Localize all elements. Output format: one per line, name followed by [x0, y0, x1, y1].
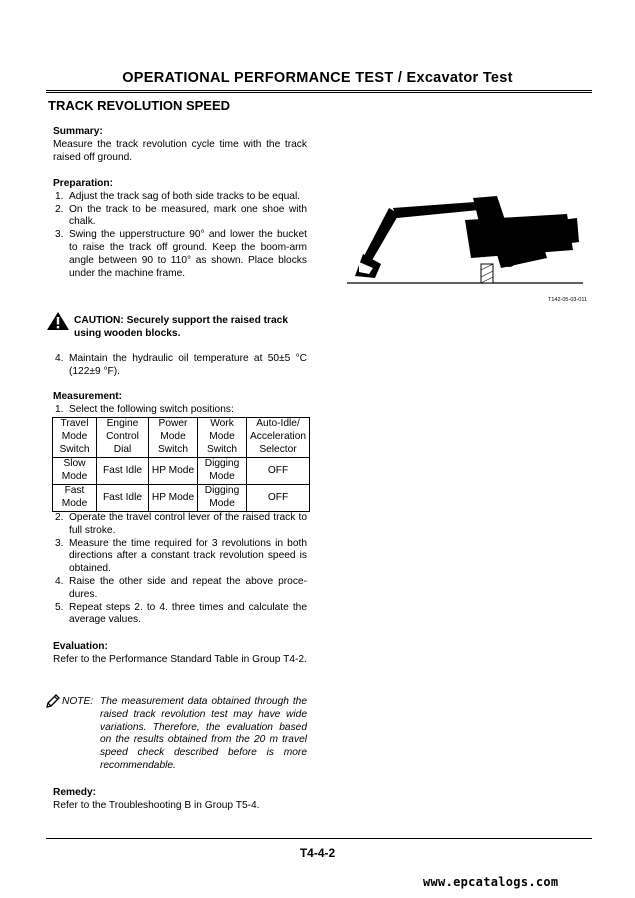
summary-heading: Summary:	[53, 126, 103, 137]
evaluation-heading: Evaluation:	[53, 641, 108, 652]
table-cell: HP Mode	[149, 458, 198, 485]
list-item: 4. Maintain the hydraulic oil temperature at 50±5 °C (122±9 °F).	[55, 353, 307, 377]
table-cell: Fast Mode	[53, 485, 97, 512]
section-title: TRACK REVOLUTION SPEED	[48, 98, 231, 113]
page-number: T4-4-2	[299, 846, 336, 860]
table-header-cell: Work Mode Switch	[198, 418, 247, 458]
table-cell: HP Mode	[149, 485, 198, 512]
remedy-block	[53, 787, 307, 813]
summary-block	[53, 126, 307, 164]
remedy-heading: Remedy:	[53, 787, 97, 798]
preparation-steps	[53, 191, 307, 281]
caution-warning-icon	[46, 311, 70, 336]
list-item: 2. On the track to be measured, mark one shoe with chalk.	[55, 203, 307, 228]
watermark: www.epcatalogs.com	[423, 875, 559, 889]
table-row	[53, 485, 310, 512]
measurement-steps	[53, 512, 307, 627]
preparation-heading: Preparation:	[53, 178, 114, 189]
list-item: 1. Adjust the track sag of both side tracks to be equal.	[55, 190, 301, 202]
table-cell: OFF	[247, 458, 310, 485]
table-row	[53, 458, 310, 485]
table-cell: Fast Idle	[97, 458, 149, 485]
measurement-block	[53, 391, 307, 417]
table-header-row	[53, 418, 310, 458]
caution-text: CAUTION: Securely support the raised track using wooden blocks.	[74, 315, 288, 339]
header-rule	[46, 90, 592, 91]
table-header-cell: Travel Mode Switch	[53, 418, 97, 458]
evaluation-block	[53, 641, 307, 667]
footer-rule	[46, 838, 592, 839]
table-cell: Digging Mode	[198, 485, 247, 512]
figure-code: T142-05-03-011	[548, 297, 588, 303]
table-header-cell: Engine Control Dial	[97, 418, 149, 458]
header-rule-secondary	[46, 92, 592, 93]
table-cell: OFF	[247, 485, 310, 512]
list-item: 4. Raise the other side and repeat the above proce-dures.	[55, 575, 307, 600]
note-label: NOTE:	[62, 696, 94, 707]
evaluation-text: Refer to the Performance Standard Table in Group T4-2.	[53, 653, 307, 665]
note-text: The measurement data obtained through the raised track revolution test may have wide variations. Therefore, the evaluation based on the results obtained from the 20 m travel speed check described before is more recommendable.	[100, 696, 307, 771]
remedy-text: Refer to the Troubleshooting B in Group T5-4.	[53, 799, 260, 811]
list-item: 3. Swing the upperstructure 90° and lower the bucket to raise the track off ground. Keep the boom-arm angle between 90 to 110° as shown. Place blocks under the machine frame.	[55, 229, 307, 279]
excavator-raised-track-figure	[345, 192, 585, 297]
summary-text: Measure the track revolution cycle time with the track raised off ground.	[53, 138, 307, 163]
list-item: 3. Measure the time required for 3 revolutions in both directions after a constant track revolution speed is obtained.	[55, 537, 307, 575]
switch-position-table	[52, 417, 310, 512]
page-header-title: OPERATIONAL PERFORMANCE TEST / Excavator Test	[122, 70, 513, 86]
measurement-heading: Measurement:	[53, 391, 123, 402]
table-cell: Digging Mode	[198, 458, 247, 485]
preparation-block	[53, 178, 307, 280]
preparation-step-4	[53, 353, 307, 379]
list-item: 2. Operate the travel control lever of the raised track to full stroke.	[55, 512, 307, 536]
table-cell: Fast Idle	[97, 485, 149, 512]
list-item: 1. Select the following switch positions:	[55, 403, 234, 415]
table-cell: Slow Mode	[53, 458, 97, 485]
list-item: 5. Repeat steps 2. to 4. three times and calculate the average values.	[55, 601, 307, 626]
table-header-cell: Power Mode Switch	[149, 418, 198, 458]
pencil-note-icon	[45, 693, 61, 714]
table-header-cell: Auto-Idle/ Acceleration Selector	[247, 418, 310, 458]
